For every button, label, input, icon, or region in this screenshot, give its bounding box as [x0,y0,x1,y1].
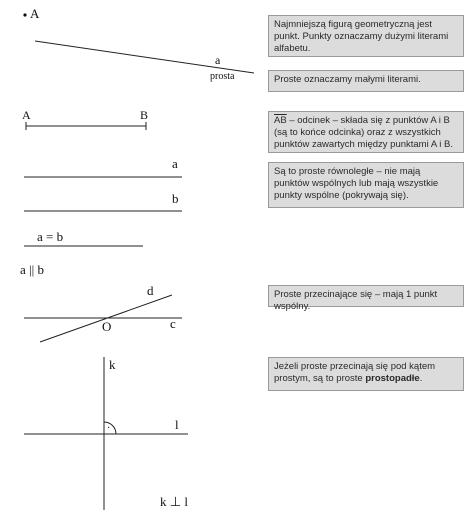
intersect-o-label: O [102,319,112,334]
parallel-b-label: b [172,191,179,206]
parallel-definition-box [268,162,464,208]
point-definition-box [268,15,464,57]
perp-definition-bold: prostopadłe [365,373,420,384]
segment-definition-text: – odcinek – składa się z punktów A i B (są to końce odcinka) oraz z wszystkich punktów zawartych między punktami A i B. [274,115,453,150]
intersect-definition-box [268,285,464,312]
perp-l-label: l [175,417,179,432]
line-definition-text: Proste oznaczamy małymi literami. [274,74,421,85]
line-definition-box [268,70,464,92]
point-a-label: A [30,6,40,21]
segment-definition-box [268,111,464,153]
point-a-dot [23,13,26,16]
perp-definition-end: . [419,373,423,384]
parallel-definition-text: Są to proste równoległe – nie mają punktów wspólnych lub mają wszystkie punkty wspólne (pokrywają się). [274,166,439,201]
line-a-label: a [215,53,221,67]
line-a [35,41,254,73]
right-angle-dot: · [107,423,111,434]
parallel-symbol: a || b [20,262,44,277]
intersect-c-label: c [170,316,176,331]
segment-a-label: A [22,108,31,122]
line-caption: prosta [210,71,235,82]
segment-ab-symbol: $\overline{AB}$ [274,115,287,126]
perp-k-label: k [109,357,116,372]
segment-b-label: B [140,108,149,122]
intersect-definition-text: Proste przecinające się – mają 1 punkt wspólny. [274,289,438,312]
intersect-d-label: d [147,283,154,298]
perp-symbol: k ⊥ l [160,494,188,509]
equal-lines-label: a = b [37,229,64,244]
parallel-a-label: a [172,156,178,171]
perpendicular-definition-box [268,357,464,391]
point-definition-text: Najmniejszą figurą geometryczną jest punkt. Punkty oznaczamy dużymi literami alfabetu. [274,19,449,54]
perp-definition-text: Jeżeli proste przecinają się pod kątem prostym, są to proste [274,361,436,384]
